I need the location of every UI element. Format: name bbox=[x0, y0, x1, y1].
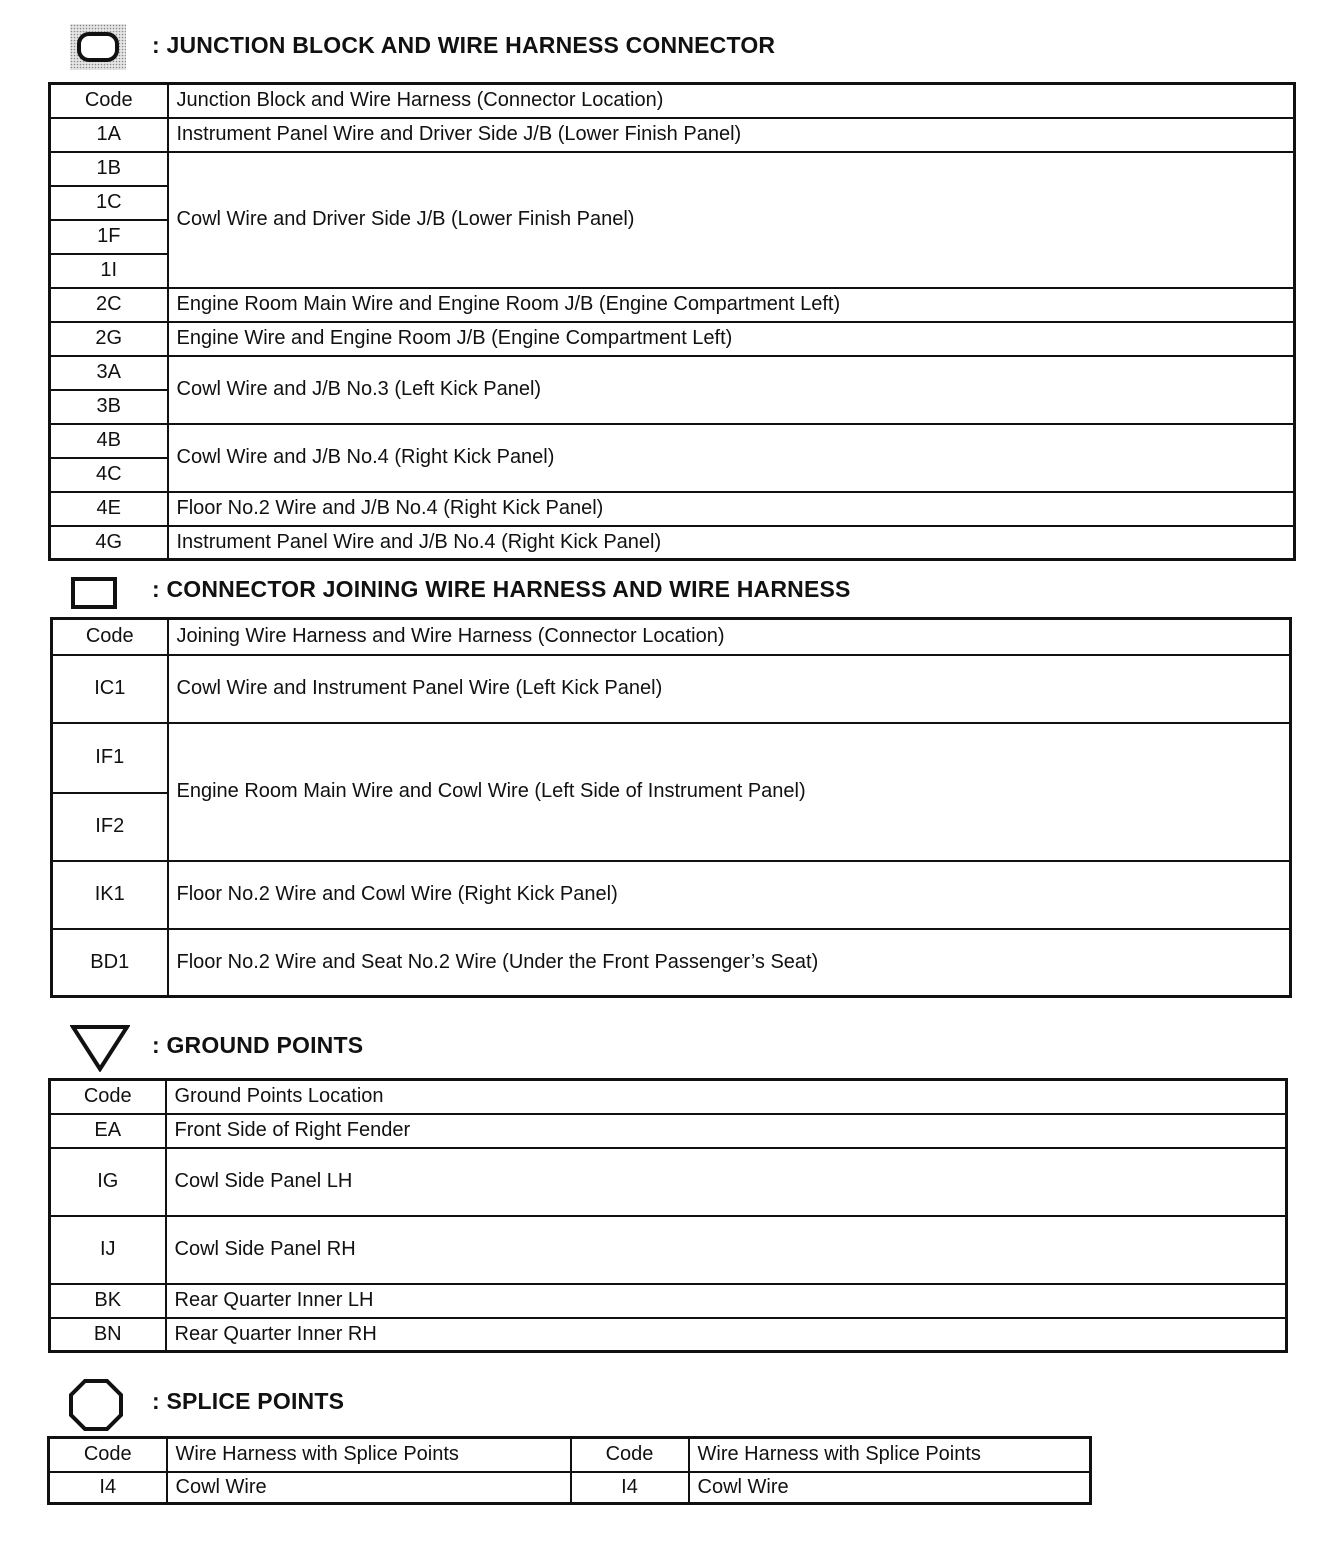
code-cell: IF2 bbox=[52, 793, 168, 861]
table-header-row bbox=[52, 619, 1291, 655]
rectangle-icon bbox=[70, 575, 120, 611]
desc-cell: Floor No.2 Wire and J/B No.4 (Right Kick Panel) bbox=[168, 492, 1295, 526]
desc-cell: Instrument Panel Wire and Driver Side J/B (Lower Finish Panel) bbox=[168, 118, 1295, 152]
desc-cell: Engine Wire and Engine Room J/B (Engine Compartment Left) bbox=[168, 322, 1295, 356]
code-cell: IC1 bbox=[52, 655, 168, 723]
desc-cell: Cowl Wire bbox=[689, 1472, 1091, 1504]
table-row bbox=[50, 152, 1295, 186]
table-row bbox=[52, 655, 1291, 723]
table-header-row bbox=[49, 1438, 1091, 1472]
desc-cell: Cowl Wire and Driver Side J/B (Lower Finish Panel) bbox=[168, 152, 1295, 288]
table-row bbox=[50, 1284, 1287, 1318]
table-row bbox=[50, 288, 1295, 322]
header-desc: Wire Harness with Splice Points bbox=[167, 1438, 571, 1472]
table-row bbox=[50, 1216, 1287, 1284]
code-cell: IF1 bbox=[52, 723, 168, 793]
code-cell: IG bbox=[50, 1148, 166, 1216]
desc-cell: Instrument Panel Wire and J/B No.4 (Right Kick Panel) bbox=[168, 526, 1295, 560]
junction-table bbox=[48, 82, 1296, 561]
table-row bbox=[50, 118, 1295, 152]
desc-cell: Floor No.2 Wire and Cowl Wire (Right Kick Panel) bbox=[168, 861, 1291, 929]
table-row bbox=[52, 861, 1291, 929]
table-row bbox=[50, 526, 1295, 560]
code-cell: 2C bbox=[50, 288, 168, 322]
table-header-row bbox=[50, 84, 1295, 118]
table-row bbox=[50, 424, 1295, 458]
desc-cell: Floor No.2 Wire and Seat No.2 Wire (Under the Front Passenger’s Seat) bbox=[168, 929, 1291, 997]
table-row bbox=[50, 1148, 1287, 1216]
code-cell: 4E bbox=[50, 492, 168, 526]
header-desc: Junction Block and Wire Harness (Connector Location) bbox=[168, 84, 1295, 118]
code-cell: 1F bbox=[50, 220, 168, 254]
junction-section-title: : JUNCTION BLOCK AND WIRE HARNESS CONNECTOR bbox=[152, 32, 776, 58]
desc-cell: Cowl Wire and J/B No.3 (Left Kick Panel) bbox=[168, 356, 1295, 424]
triangle-down-icon bbox=[70, 1024, 130, 1072]
code-cell: 1I bbox=[50, 254, 168, 288]
code-cell: IJ bbox=[50, 1216, 166, 1284]
desc-cell: Rear Quarter Inner RH bbox=[166, 1318, 1287, 1352]
desc-cell: Cowl Wire and Instrument Panel Wire (Left Kick Panel) bbox=[168, 655, 1291, 723]
code-cell: 4G bbox=[50, 526, 168, 560]
table-row bbox=[50, 492, 1295, 526]
code-cell: BK bbox=[50, 1284, 166, 1318]
code-cell: 1C bbox=[50, 186, 168, 220]
header-code: Code bbox=[571, 1438, 689, 1472]
rounded-rectangle-shaded-icon bbox=[70, 24, 126, 70]
table-header-row bbox=[50, 1080, 1287, 1114]
header-code: Code bbox=[52, 619, 168, 655]
desc-cell: Cowl Wire bbox=[167, 1472, 571, 1504]
header-code: Code bbox=[50, 1080, 166, 1114]
splice-section-title: : SPLICE POINTS bbox=[152, 1388, 345, 1414]
octagon-icon bbox=[68, 1378, 124, 1432]
splice-table bbox=[47, 1436, 1092, 1505]
desc-cell: Engine Room Main Wire and Cowl Wire (Left Side of Instrument Panel) bbox=[168, 723, 1291, 861]
table-row bbox=[52, 723, 1291, 793]
desc-cell: Cowl Wire and J/B No.4 (Right Kick Panel) bbox=[168, 424, 1295, 492]
desc-cell: Cowl Side Panel LH bbox=[166, 1148, 1287, 1216]
code-cell: 3A bbox=[50, 356, 168, 390]
connector-section-title: : CONNECTOR JOINING WIRE HARNESS AND WIRE HARNESS bbox=[152, 576, 851, 602]
table-row bbox=[50, 1318, 1287, 1352]
code-cell: 4C bbox=[50, 458, 168, 492]
code-cell: 1A bbox=[50, 118, 168, 152]
code-cell: 4B bbox=[50, 424, 168, 458]
table-row bbox=[49, 1472, 1091, 1504]
header-desc: Wire Harness with Splice Points bbox=[689, 1438, 1091, 1472]
header-desc: Joining Wire Harness and Wire Harness (Connector Location) bbox=[168, 619, 1291, 655]
ground-table bbox=[48, 1078, 1288, 1353]
code-cell: BD1 bbox=[52, 929, 168, 997]
code-cell: BN bbox=[50, 1318, 166, 1352]
table-row bbox=[50, 356, 1295, 390]
code-cell: I4 bbox=[49, 1472, 167, 1504]
code-cell: I4 bbox=[571, 1472, 689, 1504]
desc-cell: Cowl Side Panel RH bbox=[166, 1216, 1287, 1284]
connector-table bbox=[50, 617, 1292, 998]
header-code: Code bbox=[49, 1438, 167, 1472]
desc-cell: Engine Room Main Wire and Engine Room J/B (Engine Compartment Left) bbox=[168, 288, 1295, 322]
desc-cell: Rear Quarter Inner LH bbox=[166, 1284, 1287, 1318]
desc-cell: Front Side of Right Fender bbox=[166, 1114, 1287, 1148]
ground-section-title: : GROUND POINTS bbox=[152, 1032, 364, 1058]
code-cell: 1B bbox=[50, 152, 168, 186]
table-row bbox=[52, 929, 1291, 997]
header-code: Code bbox=[50, 84, 168, 118]
code-cell: 3B bbox=[50, 390, 168, 424]
table-row bbox=[50, 1114, 1287, 1148]
header-desc: Ground Points Location bbox=[166, 1080, 1287, 1114]
code-cell: 2G bbox=[50, 322, 168, 356]
code-cell: IK1 bbox=[52, 861, 168, 929]
code-cell: EA bbox=[50, 1114, 166, 1148]
table-row bbox=[50, 322, 1295, 356]
